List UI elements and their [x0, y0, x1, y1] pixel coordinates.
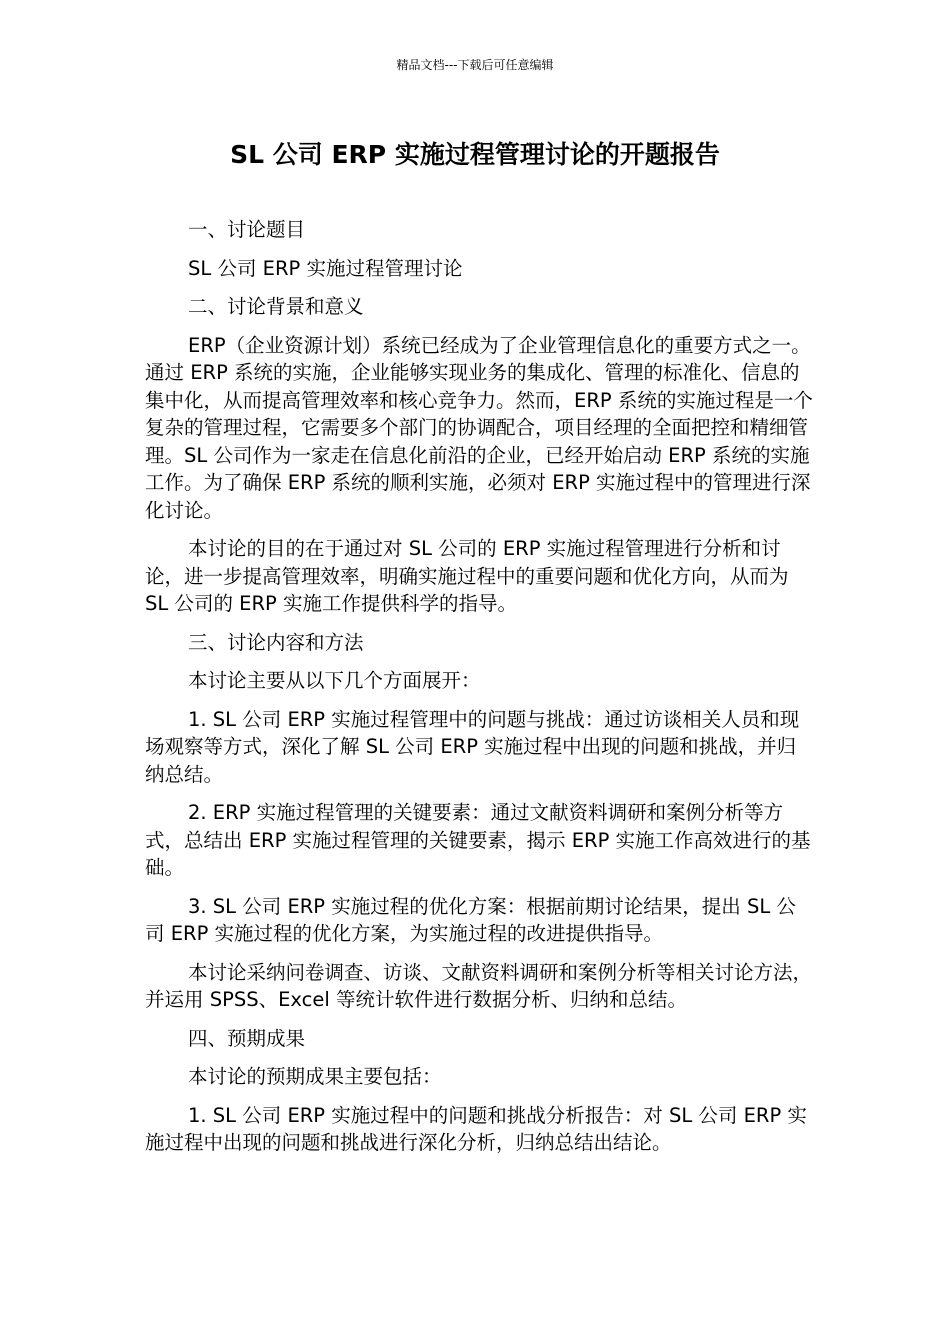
background-paragraph: ERP（企业资源计划）系统已经成为了企业管理信息化的重要方式之一。通过 ERP 系统的实施，企业能够实现业务的集成化、管理的标准化、信息的集中化，从而提高管理效率和核心竞争力。然而，ERP 系统的实施过程是一个复杂的管理过程，它需要多个部门的协调配合，项目经理的全面把控和精细管理。SL 公司作为一家走在信息化前沿的企业，已经开始启动 ERP 系统的实施工作。为了确保 ERP 系统的顺利实施，必须对 ERP 实施过程中的管理进行深化讨论。 [145, 333, 813, 522]
methods-paragraph: 本讨论采纳问卷调查、访谈、文献资料调研和案例分析等相关讨论方法，并运用 SPSS、Excel 等统计软件进行数据分析、归纳和总结。 [145, 960, 813, 1011]
content-item-1: 1. SL 公司 ERP 实施过程管理中的问题与挑战：通过访谈相关人员和现场观察等方式，深化了解 SL 公司 ERP 实施过程中出现的问题和挑战，并归纳总结。 [145, 707, 800, 786]
header-note: 精品文档---下载后可任意编辑 [396, 58, 554, 72]
result-item-1: 1. SL 公司 ERP 实施过程中的问题和挑战分析报告：对 SL 公司 ERP 实施过程中出现的问题和挑战进行深化分析，归纳总结出结论。 [145, 1103, 807, 1154]
content-item-2: 2. ERP 实施过程管理的关键要素：通过文献资料调研和案例分析等方式，总结出 ERP 实施过程管理的关键要素，揭示 ERP 实施工作高效进行的基础。 [145, 801, 811, 879]
content-item-3: 3. SL 公司 ERP 实施过程的优化方案：根据前期讨论结果，提出 SL 公司 ERP 实施过程的优化方案，为实施过程的改进提供指导。 [145, 894, 796, 945]
document-body [145, 216, 815, 1168]
content-intro-paragraph: 本讨论主要从以下几个方面展开： [188, 669, 481, 692]
section-heading-expected-results: 四、预期成果 [188, 1026, 306, 1050]
section-heading-content-methods: 三、讨论内容和方法 [188, 630, 364, 654]
section-heading-background: 二、讨论背景和意义 [188, 295, 364, 318]
results-intro-paragraph: 本讨论的预期成果主要包括： [188, 1065, 442, 1088]
document-title: SL 公司 ERP 实施过程管理讨论的开题报告 [230, 140, 720, 169]
section-heading-topic: 一、讨论题目 [188, 218, 306, 241]
topic-text: SL 公司 ERP 实施过程管理讨论 [188, 256, 463, 280]
purpose-paragraph: 本讨论的目的在于通过对 SL 公司的 ERP 实施过程管理进行分析和讨论，进一步提高管理效率，明确实施过程中的重要问题和优化方向，从而为 SL 公司的 ERP 实施工作提供科学的指导。 [145, 537, 789, 615]
